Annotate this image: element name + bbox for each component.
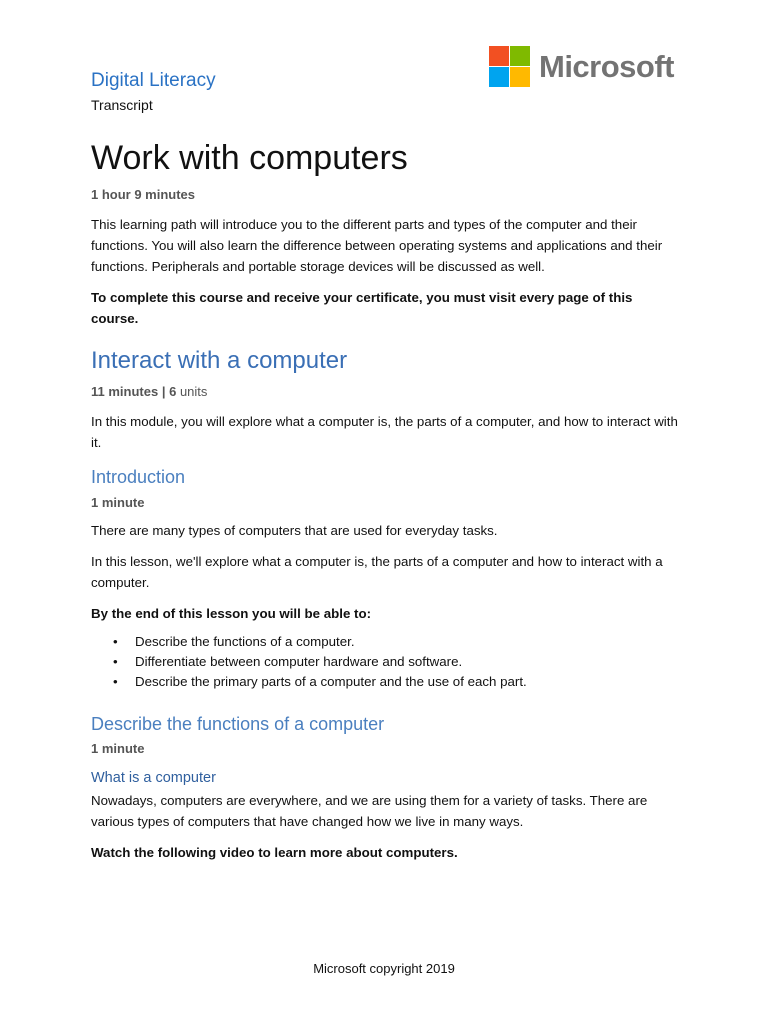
what-is-computer-heading: What is a computer xyxy=(91,770,216,787)
list-item: • Differentiate between computer hardware and software. xyxy=(135,652,681,672)
introduction-heading: Introduction xyxy=(91,467,186,488)
list-item: • Describe the primary parts of a computer and the use of each part. xyxy=(135,672,681,692)
module-description: In this module, you will explore what a computer is, the parts of a computer, and how to interact with it. xyxy=(91,414,678,451)
module-minutes: 11 minutes xyxy=(91,384,159,400)
document-body xyxy=(91,140,681,863)
logo-square-yellow xyxy=(510,67,530,87)
module-units-count: 6 xyxy=(169,384,177,400)
module-units-text: units xyxy=(179,384,208,400)
functions-para: Nowadays, computers are everywhere, and we are using them for a variety of tasks. There are various types of computers that have changed how we live in many ways. xyxy=(91,792,648,829)
introduction-para-1: There are many types of computers that are used for everyday tasks. xyxy=(91,522,498,538)
introduction-duration-text: 1 minute xyxy=(91,494,145,510)
functions-duration-text: 1 minute xyxy=(91,741,145,757)
functions-duration xyxy=(91,741,681,756)
microsoft-logo-icon xyxy=(489,46,530,87)
logo-square-red xyxy=(489,46,509,66)
microsoft-logo xyxy=(489,46,674,87)
course-duration-text: 1 hour 9 minutes xyxy=(91,187,196,203)
document-type-label: Transcript xyxy=(91,97,153,113)
footer-copyright: Microsoft copyright 2019 xyxy=(313,961,455,976)
logo-square-blue xyxy=(489,67,509,87)
video-note: Watch the following video to learn more about computers. xyxy=(91,844,458,860)
course-requirement: To complete this course and receive your certificate, you must visit every page of this course. xyxy=(91,290,633,327)
logo-square-green xyxy=(510,46,530,66)
module-title: Interact with a computer xyxy=(91,347,348,375)
brand-title: Digital Literacy xyxy=(91,70,216,91)
list-item: • Describe the functions of a computer. xyxy=(135,632,681,652)
objectives-list xyxy=(91,632,681,692)
objectives-heading: By the end of this lesson you will be able to: xyxy=(91,605,372,621)
course-description: This learning path will introduce you to the different parts and types of the computer and their functions. You will also learn the difference between operating systems and applications and their functions. Peripherals and portable storage devices will be discussed as well. xyxy=(91,217,663,275)
introduction-duration xyxy=(91,495,681,510)
functions-heading: Describe the functions of a computer xyxy=(91,713,385,734)
introduction-para-2: In this lesson, we'll explore what a computer is, the parts of a computer and how to interact with a computer. xyxy=(91,553,663,590)
module-meta xyxy=(91,384,681,399)
module-separator: | xyxy=(161,384,166,400)
course-title: Work with computers xyxy=(91,139,408,177)
course-duration xyxy=(91,187,681,202)
logo-wordmark: Microsoft xyxy=(539,48,674,84)
